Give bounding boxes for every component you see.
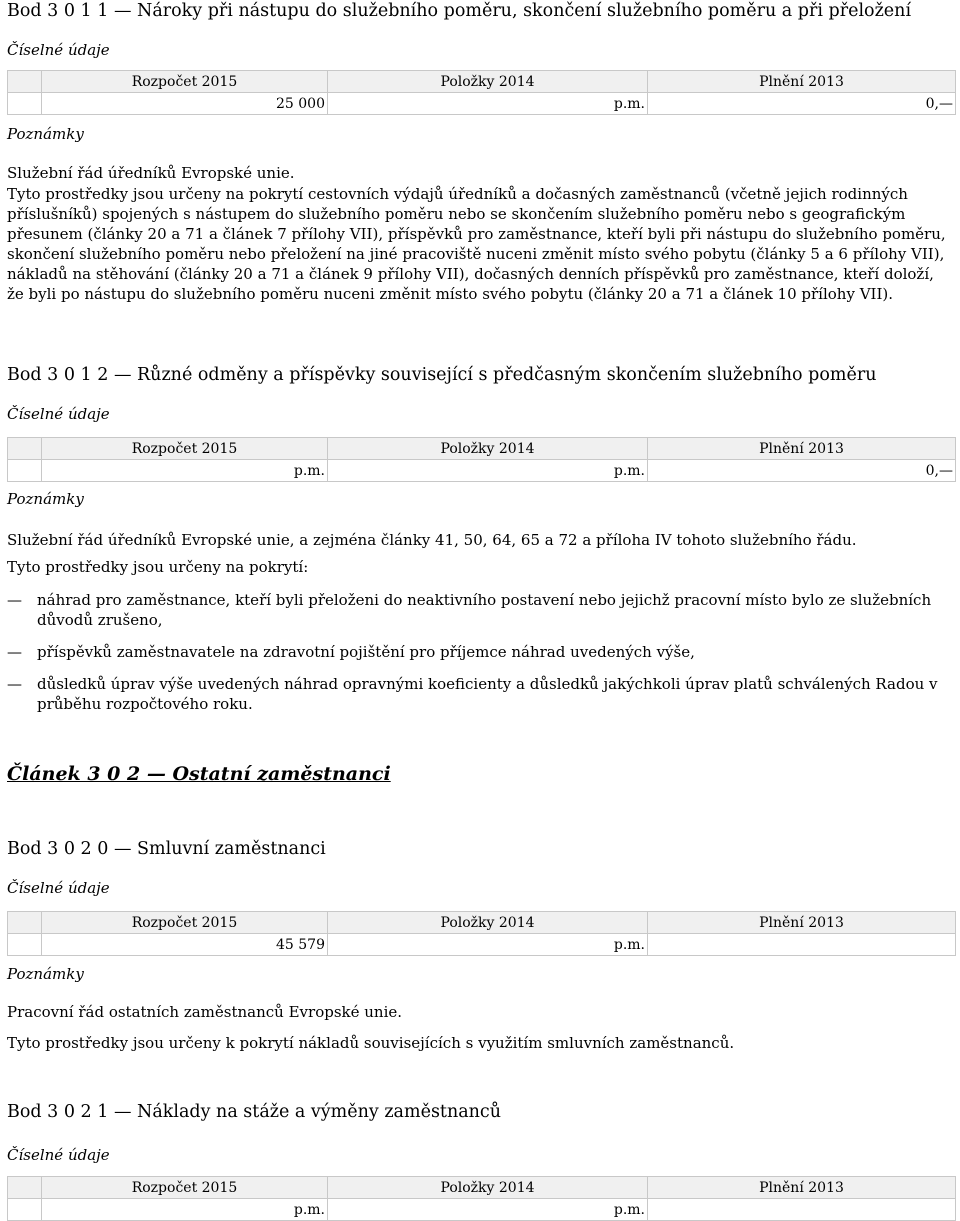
section-heading-3020: Bod 3 0 2 0 — Smluvní zaměstnanci bbox=[7, 839, 326, 859]
col-header-items: Položky 2014 bbox=[328, 71, 648, 93]
value-budget: 45 579 bbox=[42, 934, 328, 956]
value-execution bbox=[648, 934, 956, 956]
section-heading-3021: Bod 3 0 2 1 — Náklady na stáže a výměny zaměstnanců bbox=[7, 1102, 501, 1122]
article-heading-302: Článek 3 0 2 — Ostatní zaměstnanci bbox=[7, 763, 391, 785]
table-header-spacer bbox=[8, 71, 42, 93]
poznamky-label: Poznámky bbox=[7, 125, 84, 143]
ciselne-udaje-label: Číselné údaje bbox=[7, 41, 110, 59]
value-execution: 0,— bbox=[648, 93, 956, 115]
col-header-items: Položky 2014 bbox=[328, 438, 648, 460]
table-row-spacer bbox=[8, 934, 42, 956]
poznamky-label: Poznámky bbox=[7, 490, 84, 508]
budget-table-3012 bbox=[7, 437, 956, 482]
value-items: p.m. bbox=[328, 934, 648, 956]
poznamky-label: Poznámky bbox=[7, 965, 84, 983]
remarks-intro: Tyto prostředky jsou určeny na pokrytí: bbox=[7, 558, 309, 576]
ciselne-udaje-label: Číselné údaje bbox=[7, 879, 110, 897]
value-items: p.m. bbox=[328, 1199, 648, 1221]
dash-bullet: — bbox=[7, 643, 22, 661]
value-items: p.m. bbox=[328, 93, 648, 115]
table-header-spacer bbox=[8, 912, 42, 934]
col-header-budget: Rozpočet 2015 bbox=[42, 438, 328, 460]
remarks-paragraph: Tyto prostředky jsou určeny k pokrytí nákladů souvisejících s využitím smluvních zaměstnanců. bbox=[7, 1034, 735, 1052]
col-header-execution: Plnění 2013 bbox=[648, 438, 956, 460]
table-row-spacer bbox=[8, 460, 42, 482]
col-header-budget: Rozpočet 2015 bbox=[42, 1177, 328, 1199]
ciselne-udaje-label: Číselné údaje bbox=[7, 1146, 110, 1164]
value-execution bbox=[648, 1199, 956, 1221]
table-row-spacer bbox=[8, 1199, 42, 1221]
list-item-text: příspěvků zaměstnavatele na zdravotní pojištění pro příjemce náhrad uvedených výše, bbox=[37, 643, 695, 661]
table-header-spacer bbox=[8, 438, 42, 460]
dash-bullet: — bbox=[7, 591, 22, 609]
col-header-execution: Plnění 2013 bbox=[648, 912, 956, 934]
section-heading-3012: Bod 3 0 1 2 — Různé odměny a příspěvky související s předčasným skončením služebního poměru bbox=[7, 365, 877, 385]
col-header-execution: Plnění 2013 bbox=[648, 71, 956, 93]
section-heading-3011: Bod 3 0 1 1 — Nároky při nástupu do služebního poměru, skončení služebního poměru a při přeložení bbox=[7, 1, 912, 21]
budget-table-3021 bbox=[7, 1176, 956, 1221]
value-budget: p.m. bbox=[42, 460, 328, 482]
col-header-items: Položky 2014 bbox=[328, 912, 648, 934]
col-header-execution: Plnění 2013 bbox=[648, 1177, 956, 1199]
legal-basis: Služební řád úředníků Evropské unie. bbox=[7, 164, 295, 182]
remarks-paragraph: Tyto prostředky jsou určeny na pokrytí cestovních výdajů úředníků a dočasných zaměstnanců (včetně jejich rodinných příslušníků) spojených s nástupem do služebního poměru nebo se skončením služebního poměru nebo s geografickým přesunem (články 20 a 71 a článek 7 přílohy VII), příspěvků pro zaměstnance, kteří byli při nástupu do služebního poměru, skončení služebního poměru nebo přeložení na jiné pracoviště nuceni změnit místo svého pobytu (články 5 a 6 přílohy VII), nákladů na stěhování (články 20 a 71 a článek 9 přílohy VII), dočasných denních příspěvků pro zaměstnance, kteří doloží, že byli po nástupu do služebního poměru nuceni změnit místo svého pobytu (články 20 a 71 a článek 10 přílohy VII). bbox=[7, 185, 946, 303]
legal-basis: Služební řád úředníků Evropské unie, a zejména články 41, 50, 64, 65 a 72 a příloha IV tohoto služebního řádu. bbox=[7, 531, 857, 549]
legal-basis: Pracovní řád ostatních zaměstnanců Evropské unie. bbox=[7, 1003, 403, 1021]
col-header-budget: Rozpočet 2015 bbox=[42, 912, 328, 934]
budget-table-3011 bbox=[7, 70, 956, 115]
list-item-text: důsledků úprav výše uvedených náhrad opravnými koeficienty a důsledků jakýchkoli úprav platů schválených Radou v průběhu rozpočtového roku. bbox=[37, 675, 938, 713]
value-budget: 25 000 bbox=[42, 93, 328, 115]
ciselne-udaje-label: Číselné údaje bbox=[7, 405, 110, 423]
value-budget: p.m. bbox=[42, 1199, 328, 1221]
list-item-text: náhrad pro zaměstnance, kteří byli přeloženi do neaktivního postavení nebo jejichž pracovní místo bylo ze služebních důvodů zrušeno, bbox=[37, 591, 932, 629]
budget-table-3020 bbox=[7, 911, 956, 956]
col-header-budget: Rozpočet 2015 bbox=[42, 71, 328, 93]
table-row-spacer bbox=[8, 93, 42, 115]
dash-bullet: — bbox=[7, 675, 22, 693]
value-items: p.m. bbox=[328, 460, 648, 482]
value-execution: 0,— bbox=[648, 460, 956, 482]
col-header-items: Položky 2014 bbox=[328, 1177, 648, 1199]
table-header-spacer bbox=[8, 1177, 42, 1199]
